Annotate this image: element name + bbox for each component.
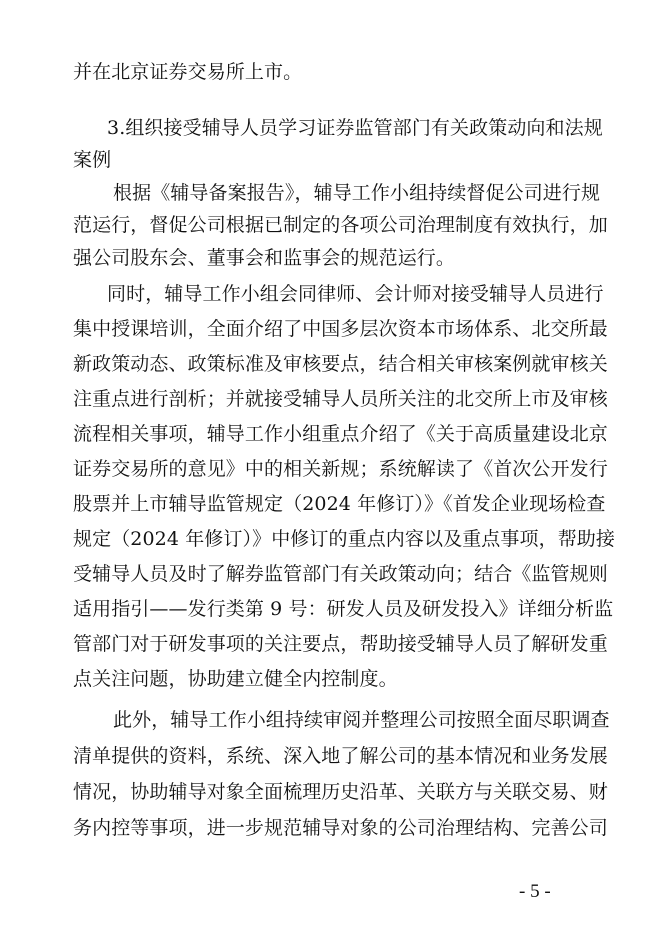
text-line: 适用指引——发行类第 9 号：研发人员及研发投入》详细分析监 xyxy=(73,598,614,620)
text-line: 同时，辅导工作小组会同律师、会计师对接受辅导人员进行 xyxy=(107,283,604,305)
text-line: 管部门对于研发事项的关注要点，帮助接受辅导人员了解研发重 xyxy=(73,633,608,655)
text-line: 新政策动态、政策标准及审核要点，结合相关审核案例就审核关 xyxy=(73,353,608,375)
text-line: 证券交易所的意见》中的相关新规；系统解读了《首次公开发行 xyxy=(73,458,608,480)
text-line: 务内控等事项，进一步规范辅导对象的公司治理结构、完善公司 xyxy=(73,817,608,839)
text-line: 流程相关事项，辅导工作小组重点介绍了《关于高质量建设北京 xyxy=(73,423,608,445)
text-line: 情况，协助辅导对象全面梳理历史沿革、关联方与关联交易、财 xyxy=(73,781,608,803)
text-line: 股票并上市辅导监管规定（2024 年修订）》《首发企业现场检查 xyxy=(73,493,606,515)
text-line: 强公司股东会、董事会和监事会的规范运行。 xyxy=(73,247,456,269)
text-line: 集中授课培训，全面介绍了中国多层次资本市场体系、北交所最 xyxy=(73,318,608,340)
text-line: 范运行，督促公司根据已制定的各项公司治理制度有效执行，加 xyxy=(73,214,608,236)
text-line: 并在北京证券交易所上市。 xyxy=(73,61,303,83)
text-line: 清单提供的资料，系统、深入地了解公司的基本情况和业务发展 xyxy=(73,745,608,767)
text-line: 受辅导人员及时了解券监管部门有关政策动向；结合《监管规则 xyxy=(73,563,608,585)
section-heading-continuation: 案例 xyxy=(73,149,112,171)
text-line: 根据《辅导备案报告》，辅导工作小组持续督促公司进行规 xyxy=(113,182,601,204)
text-line: 点关注问题，协助建立健全内控制度。 xyxy=(73,668,398,690)
text-line: 此外，辅导工作小组持续审阅并整理公司按照全面尽职调查 xyxy=(113,709,610,731)
section-heading: 3.组织接受辅导人员学习证券监管部门有关政策动向和法规 xyxy=(107,117,603,139)
page-number: - 5 - xyxy=(519,881,551,902)
text-line: 规定（2024 年修订）》中修订的重点内容以及重点事项，帮助接 xyxy=(73,528,615,550)
text-line: 注重点进行剖析；并就接受辅导人员所关注的北交所上市及审核 xyxy=(73,388,608,410)
